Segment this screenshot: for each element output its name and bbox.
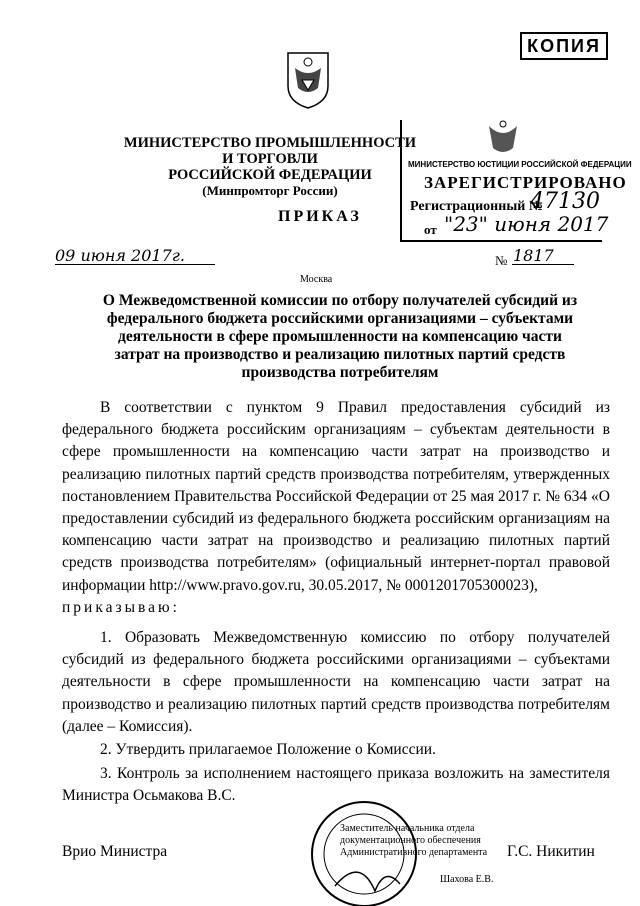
stamp-number: 47130	[530, 189, 600, 214]
stamp-ministry: МИНИСТЕРСТВО ЮСТИЦИИ РОССИЙСКОЙ ФЕДЕРАЦИИ	[408, 160, 632, 169]
order-word: приказываю:	[62, 598, 180, 616]
document-type: ПРИКАЗ	[278, 208, 362, 225]
signatory-position: Врио Министра	[62, 843, 168, 860]
ministry-country: РОССИЙСКОЙ ФЕДЕРАЦИИ	[168, 167, 372, 183]
order-date: 09 июня 2017г.	[55, 246, 185, 265]
clause-3: 3. Контроль за исполнением настоящего приказа возложить на заместителя Министра Осьмакова В.С.	[62, 765, 610, 805]
stamp-date-prefix: от	[424, 222, 437, 237]
number-underline	[512, 264, 574, 265]
preamble-text: В соответствии с пунктом 9 Правил предоставления субсидий из федерального бюджета российским организациям – субъектам деятельности в сфере промышленности на компенсацию части затрат на производство и реализацию пилотных партий средств производства потребителям, утвержденных постановлением Правительства Российской Федерации от 25 мая 2017 г. № 634 «О предоставлении субсидий из федерального бюджета российским организациям на компенсацию части затрат на производство и реализацию пилотных партий средств производства потребителям» (официальный интернет-портал правовой информации http://www.pravo.gov.ru, 30.05.2017, № 0001201705300023),	[62, 399, 610, 594]
certification-line-1: Заместитель начальника отдела	[340, 823, 475, 834]
order-number: 1817	[513, 246, 554, 265]
coat-of-arms-emblem	[285, 50, 331, 110]
stamp-number-label: Регистрационный №	[410, 199, 543, 214]
stamp-date: "23" июня 2017	[444, 212, 609, 236]
order-number-sign: №	[495, 253, 508, 268]
city: Москва	[300, 274, 333, 285]
order-title: О Межведомственной комиссии по отбору получателей субсидий из федерального бюджета российскими организациями – субъектами деятельности в сфере промышленности на компенсацию части затрат на производство и реализацию пилотных партий средств производства потребителям	[102, 292, 578, 381]
certification-line-3: Административного департамента	[340, 847, 488, 858]
ministry-name: МИНИСТЕРСТВО ПРОМЫШЛЕННОСТИ И ТОРГОВЛИ	[123, 135, 417, 167]
certifier-name: Шахова Е.В.	[440, 874, 494, 885]
ministry-header	[120, 135, 420, 199]
date-underline	[55, 264, 215, 265]
copy-stamp: КОПИЯ	[520, 32, 608, 60]
signatory-name: Г.С. Никитин	[507, 843, 595, 860]
certification-text	[340, 823, 487, 859]
ministry-short-name: (Минпромторг России)	[202, 183, 338, 198]
certification-line-2: документационного обеспечения	[340, 835, 481, 846]
stamp-emblem	[485, 118, 521, 160]
stamp-status: ЗАРЕГИСТРИРОВАНО	[424, 173, 627, 192]
preamble-paragraph	[62, 397, 610, 619]
clause-2: 2. Утвердить прилагаемое Положение о Комиссии.	[100, 741, 436, 758]
clause-1: 1. Образовать Межведомственную комиссию по отбору получателей субсидий из федерального бюджета российскими организациями – субъектами деятельности в сфере промышленности на компенсацию части затрат на производство и реализацию пилотных партий средств производства потребителям (далее – Комиссия).	[62, 629, 610, 735]
